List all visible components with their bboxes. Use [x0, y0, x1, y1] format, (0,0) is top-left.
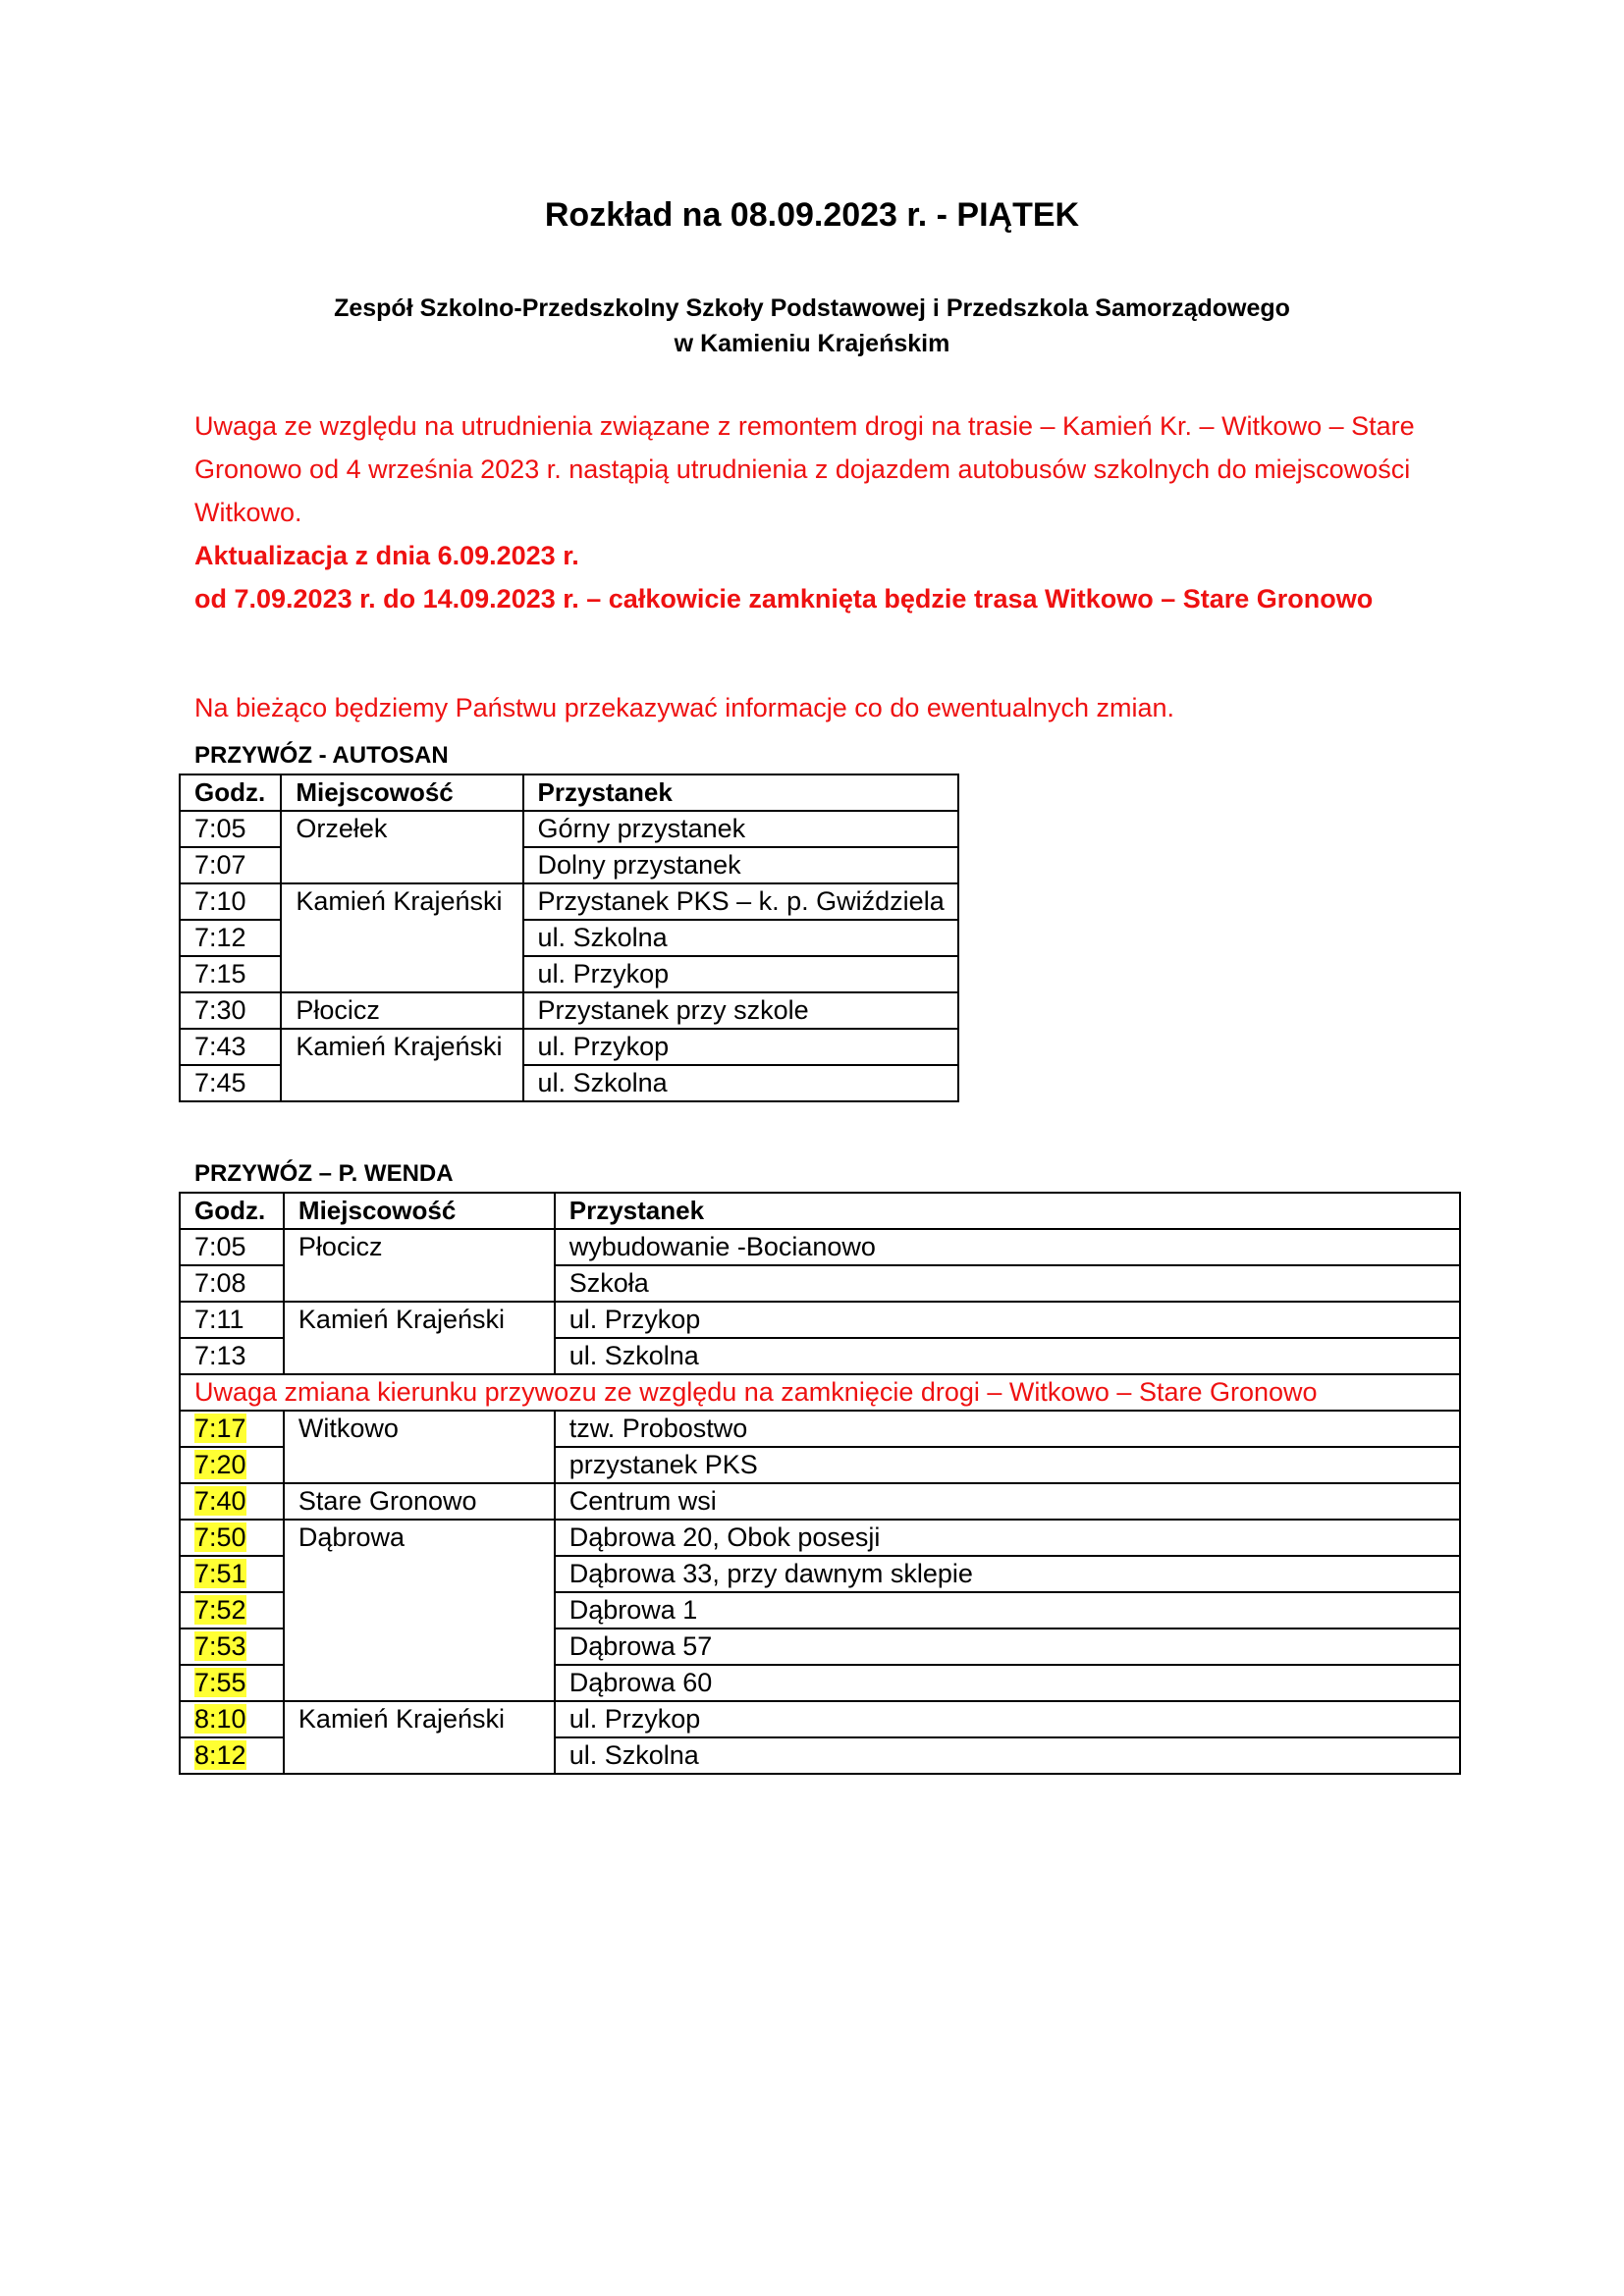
- school-name: [0, 291, 1624, 361]
- table-row: [180, 1556, 1460, 1592]
- place-cell: Dąbrowa: [284, 1520, 555, 1556]
- route-change-warning: Uwaga zmiana kierunku przywozu ze względu na zamknięcie drogi – Witkowo – Stare Gronowo: [180, 1374, 1460, 1411]
- stop-cell: ul. Szkolna: [523, 920, 958, 956]
- time-cell: 7:43: [180, 1029, 281, 1065]
- highlighted-time: 7:51: [194, 1559, 246, 1588]
- place-cell: Płocicz: [284, 1229, 555, 1265]
- highlighted-time: 8:12: [194, 1740, 246, 1770]
- time-cell: 7:10: [180, 883, 281, 920]
- time-cell: [180, 1665, 284, 1701]
- time-cell: 7:07: [180, 847, 281, 883]
- place-cell: [284, 1447, 555, 1483]
- time-cell: 7:05: [180, 1229, 284, 1265]
- table-row: [180, 1483, 1460, 1520]
- stop-cell: Górny przystanek: [523, 811, 958, 847]
- time-cell: [180, 1447, 284, 1483]
- place-cell: Stare Gronowo: [284, 1483, 555, 1520]
- time-cell: 7:30: [180, 992, 281, 1029]
- stop-cell: Dąbrowa 20, Obok posesji: [555, 1520, 1460, 1556]
- place-cell: [281, 956, 522, 992]
- header-time: Godz.: [180, 774, 281, 811]
- stop-cell: ul. Szkolna: [523, 1065, 958, 1101]
- document-title: Rozkład na 08.09.2023 r. - PIĄTEK: [544, 196, 1080, 234]
- place-cell: [284, 1629, 555, 1665]
- stop-cell: ul. Przykop: [555, 1302, 1460, 1338]
- table-row: [180, 992, 958, 1029]
- place-cell: Orzełek: [281, 811, 522, 847]
- table-row: [180, 1338, 1460, 1374]
- highlighted-time: 7:52: [194, 1595, 246, 1625]
- autosan-section-title: PRZYWÓZ - AUTOSAN: [194, 742, 449, 769]
- stop-cell: ul. Szkolna: [555, 1737, 1460, 1774]
- stop-cell: wybudowanie -Bocianowo: [555, 1229, 1460, 1265]
- table-row: [180, 883, 958, 920]
- time-cell: [180, 1629, 284, 1665]
- stop-cell: Dąbrowa 1: [555, 1592, 1460, 1629]
- time-cell: [180, 1411, 284, 1447]
- table-row: [180, 956, 958, 992]
- stop-cell: przystanek PKS: [555, 1447, 1460, 1483]
- time-cell: [180, 1737, 284, 1774]
- time-cell: [180, 1520, 284, 1556]
- stop-cell: tzw. Probostwo: [555, 1411, 1460, 1447]
- header-place: Miejscowość: [281, 774, 522, 811]
- autosan-table: [179, 774, 959, 1102]
- table-row: [180, 1229, 1460, 1265]
- highlighted-time: 7:17: [194, 1414, 246, 1443]
- place-cell: Płocicz: [281, 992, 522, 1029]
- stop-cell: Dąbrowa 33, przy dawnym sklepie: [555, 1556, 1460, 1592]
- stop-cell: Dąbrowa 57: [555, 1629, 1460, 1665]
- table-header-row: [180, 1193, 1460, 1229]
- stop-cell: Szkoła: [555, 1265, 1460, 1302]
- table-row: [180, 1520, 1460, 1556]
- time-cell: [180, 1592, 284, 1629]
- route-change-warning-row: [180, 1374, 1460, 1411]
- ongoing-info-text: Na bieżąco będziemy Państwu przekazywać informacje co do ewentualnych zmian.: [194, 693, 1174, 722]
- table-row: [180, 1447, 1460, 1483]
- table-header-row: [180, 774, 958, 811]
- time-cell: 7:13: [180, 1338, 284, 1374]
- roadwork-notice: [194, 404, 1432, 620]
- time-cell: [180, 1483, 284, 1520]
- stop-cell: Przystanek przy szkole: [523, 992, 958, 1029]
- stop-cell: Dolny przystanek: [523, 847, 958, 883]
- table-row: [180, 1411, 1460, 1447]
- place-cell: [284, 1265, 555, 1302]
- closure-notice: od 7.09.2023 r. do 14.09.2023 r. – całkowicie zamknięta będzie trasa Witkowo – Stare Gronowo: [194, 584, 1374, 614]
- table-row: [180, 920, 958, 956]
- stop-cell: ul. Przykop: [523, 1029, 958, 1065]
- table-row: [180, 1592, 1460, 1629]
- place-cell: Witkowo: [284, 1411, 555, 1447]
- table-row: [180, 1701, 1460, 1737]
- highlighted-time: 7:50: [194, 1522, 246, 1552]
- school-name-line-2: w Kamieniu Krajeńskim: [674, 330, 950, 357]
- highlighted-time: 7:40: [194, 1486, 246, 1516]
- stop-cell: Dąbrowa 60: [555, 1665, 1460, 1701]
- place-cell: Kamień Krajeński: [284, 1302, 555, 1338]
- time-cell: 7:12: [180, 920, 281, 956]
- table-row: [180, 847, 958, 883]
- wenda-table: [179, 1192, 1461, 1775]
- school-name-line-1: Zespół Szkolno-Przedszkolny Szkoły Podstawowej i Przedszkola Samorządowego: [334, 294, 1290, 322]
- highlighted-time: 8:10: [194, 1704, 246, 1734]
- stop-cell: ul. Przykop: [523, 956, 958, 992]
- place-cell: [284, 1592, 555, 1629]
- highlighted-time: 7:53: [194, 1631, 246, 1661]
- time-cell: 7:08: [180, 1265, 284, 1302]
- time-cell: [180, 1701, 284, 1737]
- table-row: [180, 1737, 1460, 1774]
- header-stop: Przystanek: [555, 1193, 1460, 1229]
- place-cell: Kamień Krajeński: [281, 1029, 522, 1065]
- header-stop: Przystanek: [523, 774, 958, 811]
- place-cell: [284, 1338, 555, 1374]
- place-cell: [281, 847, 522, 883]
- highlighted-time: 7:55: [194, 1668, 246, 1697]
- place-cell: [281, 920, 522, 956]
- header-time: Godz.: [180, 1193, 284, 1229]
- roadwork-notice-text: Uwaga ze względu na utrudnienia związane z remontem drogi na trasie – Kamień Kr. – Witkowo – Stare Gronowo od 4 września 2023 r. nastąpią utrudnienia z dojazdem autobusów szkolnych do miejscowości Witkowo.: [194, 411, 1415, 527]
- table-row: [180, 1029, 958, 1065]
- stop-cell: Przystanek PKS – k. p. Gwiździela: [523, 883, 958, 920]
- highlighted-time: 7:20: [194, 1450, 246, 1479]
- time-cell: [180, 1556, 284, 1592]
- wenda-section-title: PRZYWÓZ – P. WENDA: [194, 1160, 454, 1187]
- place-cell: [284, 1665, 555, 1701]
- place-cell: [284, 1737, 555, 1774]
- update-date: Aktualizacja z dnia 6.09.2023 r.: [194, 541, 579, 570]
- table-row: [180, 1265, 1460, 1302]
- stop-cell: Centrum wsi: [555, 1483, 1460, 1520]
- table-row: [180, 1302, 1460, 1338]
- time-cell: 7:45: [180, 1065, 281, 1101]
- place-cell: [284, 1556, 555, 1592]
- table-row: [180, 1065, 958, 1101]
- time-cell: 7:15: [180, 956, 281, 992]
- table-row: [180, 811, 958, 847]
- place-cell: Kamień Krajeński: [281, 883, 522, 920]
- stop-cell: ul. Szkolna: [555, 1338, 1460, 1374]
- table-row: [180, 1665, 1460, 1701]
- time-cell: 7:11: [180, 1302, 284, 1338]
- header-place: Miejscowość: [284, 1193, 555, 1229]
- time-cell: 7:05: [180, 811, 281, 847]
- place-cell: Kamień Krajeński: [284, 1701, 555, 1737]
- stop-cell: ul. Przykop: [555, 1701, 1460, 1737]
- place-cell: [281, 1065, 522, 1101]
- table-row: [180, 1629, 1460, 1665]
